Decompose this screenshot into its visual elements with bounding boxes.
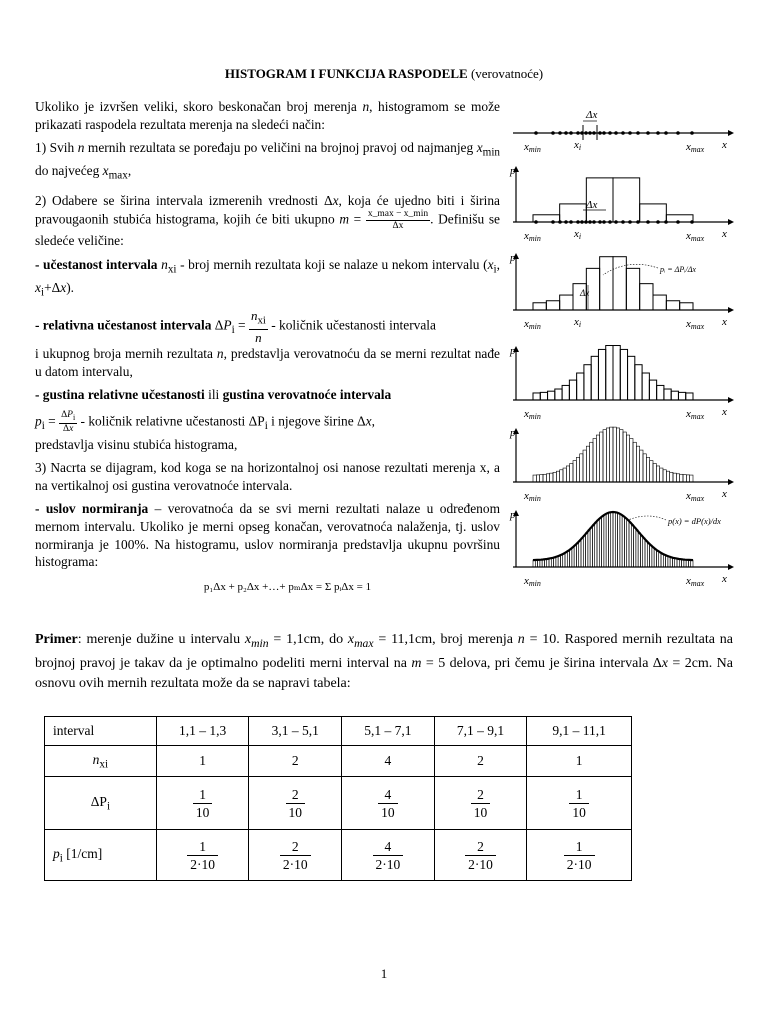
histogram-bar <box>551 558 553 567</box>
table-cell: 4 <box>342 746 435 777</box>
histogram-bar <box>600 257 613 310</box>
histogram-bar <box>608 512 610 567</box>
data-point <box>636 131 640 135</box>
histogram-bar <box>664 389 671 400</box>
histogram-bar <box>645 540 647 567</box>
table-row-label: $p_i$ [1/cm] <box>45 830 157 881</box>
histogram-bar <box>556 557 558 567</box>
histogram-bar <box>574 545 576 567</box>
histogram-bar <box>583 535 585 567</box>
histogram-bar <box>683 475 686 482</box>
def-density: - gustina relativne učestanosti ili gustina verovatnoće intervala <box>35 387 392 403</box>
data-point <box>558 131 562 135</box>
xmax-label: xmax <box>686 318 705 331</box>
m-fraction: $\frac{x\_\max - x\_\min}{\Delta x}$ <box>367 209 429 232</box>
xi-label: xi <box>574 228 582 241</box>
data-point <box>656 220 660 224</box>
histogram-bar <box>576 543 578 567</box>
table-cell: 1 <box>527 746 632 777</box>
xi-label: xi <box>574 139 582 152</box>
histogram-bar <box>560 295 573 310</box>
histogram-bar <box>603 430 606 482</box>
normalization-equation: p₁Δx + p₂Δx +…+ pₘΔx = Σ pᵢΔx = 1 <box>203 580 372 593</box>
table-cell: $\frac{1}{2\cdot 10}$ <box>156 830 249 881</box>
histogram-bar <box>635 365 642 400</box>
histogram-bar <box>576 457 579 482</box>
histogram-bar <box>672 558 674 567</box>
data-point <box>569 131 573 135</box>
histogram-bar <box>558 556 560 567</box>
histogram-bar <box>654 549 656 567</box>
xmax-label: xmax <box>686 408 705 421</box>
data-point <box>584 131 588 135</box>
step1-paragraph: 1) Svih n mernih rezultata se poređaju po veličini na brojnoj pravoj od najmanjeg $x_{min}$ do najvećeg $x_{max}$, <box>35 140 500 183</box>
histogram-bar <box>577 373 584 400</box>
histogram-bar <box>533 475 536 482</box>
data-point <box>551 131 555 135</box>
histogram-bar <box>613 257 626 310</box>
histogram-bar <box>579 540 581 567</box>
histogram-bar <box>670 557 672 567</box>
histogram-bar <box>604 514 606 567</box>
histogram-bar <box>652 547 654 567</box>
p-axis-label: p <box>510 165 516 177</box>
def-relative-frequency: - relativna učestanost intervala $\Delta P_i$ = $\frac{n_{xi}}{n}$ - količnik učestanosti intervala i ukupnog broja mernih rezultata n, predstavlja verovatnoću da se merni rezultat nađe u datom intervalu, <box>35 308 500 379</box>
histogram-bar <box>686 475 689 482</box>
table-cell: $\frac{1}{10}$ <box>156 777 249 830</box>
histogram-bar <box>656 466 659 482</box>
histogram-bar <box>643 538 645 567</box>
histogram-bar <box>593 438 596 482</box>
histogram-bar <box>624 518 626 567</box>
xmax-label: xmax <box>686 141 705 154</box>
histogram-bar <box>581 538 583 567</box>
xmin-label: xmin <box>524 575 541 588</box>
histogram-bar <box>570 463 573 482</box>
histogram-bar <box>629 522 631 567</box>
px-equation: p(x) = dP(x)/dx <box>668 516 721 526</box>
histogram-bar <box>640 535 642 567</box>
histogram-bar <box>649 380 656 400</box>
histogram-bar <box>680 303 693 310</box>
data-point <box>690 220 694 224</box>
data-point <box>551 220 555 224</box>
histogram-bar <box>563 554 565 567</box>
histogram-bar <box>554 557 556 567</box>
table-row <box>45 746 632 777</box>
x-axis-label: x <box>722 573 727 585</box>
table-cell: interval <box>45 717 157 746</box>
data-point <box>656 131 660 135</box>
data-point <box>588 131 592 135</box>
xmin-label: xmin <box>524 141 541 154</box>
histogram-bar <box>663 470 666 482</box>
data-point <box>602 220 606 224</box>
table-cell: 1 <box>156 746 249 777</box>
histogram-bar <box>533 303 546 310</box>
histogram-bar <box>613 346 620 400</box>
histogram-bar <box>586 446 589 482</box>
table-cell: $\frac{2}{10}$ <box>249 777 342 830</box>
xmax-label: xmax <box>686 230 705 243</box>
histogram-bar <box>623 432 626 482</box>
histogram-bar <box>606 346 613 400</box>
table-cell: $\frac{4}{10}$ <box>342 777 435 830</box>
data-point <box>676 220 680 224</box>
x-axis-label: x <box>722 406 727 418</box>
pi-equation: pᵢ = ΔPᵢ/Δx <box>660 265 696 274</box>
histogram-bar <box>560 555 562 567</box>
histogram-bar <box>636 446 639 482</box>
histogram-bar <box>606 513 608 567</box>
data-point <box>621 220 625 224</box>
table-cell: $\frac{2}{2\cdot 10}$ <box>434 830 527 881</box>
histogram-bar <box>653 463 656 482</box>
table-row <box>45 830 632 881</box>
data-point <box>608 131 612 135</box>
histogram-bar <box>671 391 678 400</box>
histogram-bar <box>566 466 569 482</box>
table-cell: 1,1 – 1,3 <box>156 717 249 746</box>
data-point <box>690 131 694 135</box>
table-cell: $\frac{4}{2\cdot 10}$ <box>342 830 435 881</box>
histogram-bar <box>616 428 619 482</box>
histogram-bar <box>548 391 555 400</box>
xmin-label: xmin <box>524 230 541 243</box>
data-point <box>534 131 538 135</box>
histogram-bar <box>670 472 673 482</box>
histogram-bar <box>631 525 633 567</box>
histogram-bar <box>556 471 559 482</box>
histogram-bar <box>630 438 633 482</box>
table-row-label: $\Delta P_i$ <box>45 777 157 830</box>
data-point <box>558 220 562 224</box>
histogram-bar <box>666 301 679 310</box>
histogram-bar <box>668 557 670 567</box>
histogram-bar <box>659 552 661 567</box>
histogram-bar <box>661 554 663 567</box>
p-axis-label: p <box>510 509 516 521</box>
histogram-bar <box>584 365 591 400</box>
histogram-bar <box>653 295 666 310</box>
histogram-bar <box>636 530 638 567</box>
histogram-bar <box>678 392 685 400</box>
histogram-bar <box>663 555 665 567</box>
histogram-figure <box>508 100 738 590</box>
histogram-bar <box>546 474 549 482</box>
histogram-bar <box>642 373 649 400</box>
histogram-bar <box>627 520 629 567</box>
histogram-bar <box>643 454 646 482</box>
table-row <box>45 777 632 830</box>
histogram-bar <box>633 442 636 482</box>
histogram-bar <box>638 533 640 567</box>
data-point <box>621 131 625 135</box>
histogram-bar <box>657 385 664 400</box>
data-point <box>598 131 602 135</box>
table-cell: $\frac{2}{10}$ <box>434 777 527 830</box>
histogram-bar <box>618 513 620 567</box>
data-point <box>592 131 596 135</box>
x-axis-label: x <box>722 316 727 328</box>
histogram-bar <box>590 442 593 482</box>
histogram-bar <box>686 393 693 400</box>
histogram-bar <box>620 349 627 400</box>
histogram-bar <box>613 427 616 482</box>
data-point <box>584 220 588 224</box>
histogram-bar <box>550 473 553 482</box>
dx-label: Δx <box>580 288 590 298</box>
histogram-bar <box>666 556 668 567</box>
histogram-bar <box>615 512 617 567</box>
histogram-bar <box>565 552 567 567</box>
histogram-bar <box>586 533 588 567</box>
histogram-bar <box>640 204 667 222</box>
table-cell: $\frac{2}{2\cdot 10}$ <box>249 830 342 881</box>
histogram-bar <box>555 389 562 400</box>
histogram-bar <box>620 430 623 482</box>
histogram-bar <box>536 475 539 482</box>
histogram-bar <box>650 461 653 482</box>
histogram-bar <box>634 527 636 567</box>
histogram-bar <box>596 435 599 482</box>
histogram-bar <box>569 380 576 400</box>
histogram-bar <box>640 284 653 310</box>
step2-paragraph: 2) Odabere se širina intervala izmerenih vrednosti Δx, koja će ujedno biti i širina pravougaonih stubića histograma, kojih će biti ukupno m = $\frac{x\_\max - x\_\min}{\Delta x}$ . Definišu se sledeće veličine: <box>35 192 500 249</box>
histogram-table <box>44 716 632 881</box>
histogram-bar <box>533 393 540 400</box>
histogram-bar <box>647 543 649 567</box>
histogram-bar <box>590 527 592 567</box>
histogram-bar <box>599 518 601 567</box>
page-title: HISTOGRAM I FUNKCIJA RASPODELE (verovatnoće) <box>224 66 544 81</box>
step3-paragraph: 3) Nacrta se dijagram, kod koga se na horizontalnoj osi nanose rezultati merenja x, a na vertikalnoj osi gustina verovatnoće intervala. <box>35 460 500 493</box>
xmax-label: xmax <box>686 575 705 588</box>
histogram-bar <box>562 385 569 400</box>
histogram-bar <box>595 522 597 567</box>
table-cell: $\frac{1}{2\cdot 10}$ <box>527 830 632 881</box>
histogram-bar <box>626 435 629 482</box>
histogram-bar <box>640 450 643 482</box>
histogram-bar <box>540 475 543 482</box>
data-point <box>588 220 592 224</box>
histogram-bar <box>610 427 613 482</box>
histogram-bar <box>560 470 563 482</box>
xmax-label: xmax <box>686 490 705 503</box>
histogram-bar <box>600 432 603 482</box>
data-point <box>676 131 680 135</box>
histogram-bar <box>567 551 569 567</box>
table-row-label: $n_{xi}$ <box>45 746 157 777</box>
histogram-bar <box>570 549 572 567</box>
data-point <box>646 220 650 224</box>
histogram-bar <box>626 268 639 310</box>
data-point <box>592 220 596 224</box>
xmin-label: xmin <box>524 408 541 421</box>
table-cell: 5,1 – 7,1 <box>342 717 435 746</box>
histogram-bar <box>546 301 559 310</box>
number-line-panel <box>513 109 734 154</box>
histogram-bar <box>560 204 587 222</box>
def-frequency: - učestanost intervala $n_{xi}$ - broj mernih rezultata koji se nalaze u nekom intervalu ($x_i$, $x_i+\Delta x$). <box>35 256 500 299</box>
histogram-bar <box>602 516 604 567</box>
histogram-bar <box>606 428 609 482</box>
table-cell: 2 <box>434 746 527 777</box>
data-point <box>564 220 568 224</box>
histogram-bar <box>563 468 566 482</box>
xmin-label: xmin <box>524 318 541 331</box>
histogram-bar <box>549 558 551 567</box>
data-point <box>628 220 632 224</box>
data-point <box>576 220 580 224</box>
histogram-bar <box>673 473 676 482</box>
data-point <box>664 220 668 224</box>
histogram-bar <box>646 457 649 482</box>
data-point <box>636 220 640 224</box>
histogram-bar <box>580 454 583 482</box>
def-density-formula: $p_i$ = $\frac{\Delta P_i}{\Delta x}$ - količnik relativne učestanosti $\Delta P_i$ i njegove širine Δx, predstavlja visinu stubića histograma, <box>35 409 375 452</box>
data-point <box>628 131 632 135</box>
histogram-bar <box>597 520 599 567</box>
histogram-bar <box>540 392 547 400</box>
table-cell: $\frac{1}{10}$ <box>527 777 632 830</box>
x-axis-label: x <box>722 488 727 500</box>
data-point <box>664 131 668 135</box>
histogram-bar <box>660 468 663 482</box>
data-point <box>602 131 606 135</box>
data-point <box>614 220 618 224</box>
table-cell: 3,1 – 5,1 <box>249 717 342 746</box>
intro-paragraph: Ukoliko je izvršen veliki, skoro beskonačan broj merenja n, histogramom se može prikazati raspodela rezultata merenja na sledeći način: <box>35 99 500 132</box>
histogram-bar <box>680 474 683 482</box>
table-cell: 7,1 – 9,1 <box>434 717 527 746</box>
example-paragraph: Primer: merenje dužine u intervalu $x_{min} = 1,1cm$, do $x_{max} = 11,1cm$, broj merenja n = 10. Raspored mernih rezultata na brojnoj pravoj je takav da je optimalno podeliti merni interval na m = 5 delova, pri čemu je širina intervala Δx = 2cm. Na osnovu ovih mernih rezultata može da se napravi tabela: <box>35 632 734 691</box>
table-cell: 9,1 – 11,1 <box>527 717 632 746</box>
histogram-bar <box>573 461 576 482</box>
histogram-bar <box>591 356 598 400</box>
histogram-bar <box>613 178 640 222</box>
histogram-bar <box>543 474 546 482</box>
xi-label: xi <box>574 316 582 329</box>
p-axis-label: p <box>510 427 516 439</box>
p-axis-label: p <box>510 345 516 357</box>
data-point <box>534 220 538 224</box>
histogram-bar <box>592 525 594 567</box>
data-point <box>580 220 584 224</box>
xmin-label: xmin <box>524 490 541 503</box>
table-cell: 2 <box>249 746 342 777</box>
histogram-bar <box>611 512 613 567</box>
histogram-bar <box>598 349 605 400</box>
left-text-column <box>35 98 500 596</box>
data-point <box>614 131 618 135</box>
histogram-bar <box>690 475 693 482</box>
data-point <box>646 131 650 135</box>
histogram-bar <box>650 545 652 567</box>
x-axis-label: x <box>722 228 727 240</box>
data-point <box>564 131 568 135</box>
data-point <box>576 131 580 135</box>
data-point <box>598 220 602 224</box>
histogram-bar <box>553 472 556 482</box>
histogram-bar <box>675 558 677 567</box>
normalization-paragraph: - uslov normiranja – verovatnoća da se svi merni rezultati nalaze u određenom mernom intervalu. Ukoliko je merni opseg konačan, verovatnoća nalaženja, tj. uslov normiranja je 100%. Na histogramu, uslov normiranja predstavlja ukupnu površinu histograma: <box>35 501 500 570</box>
histogram-bar <box>666 471 669 482</box>
dx-label: Δx <box>586 109 598 121</box>
table-header-row <box>45 717 632 746</box>
histogram-bar <box>656 551 658 567</box>
histogram-bar <box>588 530 590 567</box>
histogram-bar <box>613 512 615 567</box>
histogram-bar <box>676 474 679 482</box>
histogram-bar <box>628 356 635 400</box>
data-point <box>608 220 612 224</box>
page-number: 1 <box>380 966 388 981</box>
histogram-bar <box>583 450 586 482</box>
data-point <box>569 220 573 224</box>
dx-label: Δx <box>586 199 598 211</box>
histogram-bar <box>572 547 574 567</box>
histogram-bar <box>620 514 622 567</box>
p-axis-label: p <box>510 252 516 264</box>
histogram-bar <box>622 516 624 567</box>
x-axis-label: x <box>722 139 727 151</box>
histogram-bar <box>666 215 693 222</box>
